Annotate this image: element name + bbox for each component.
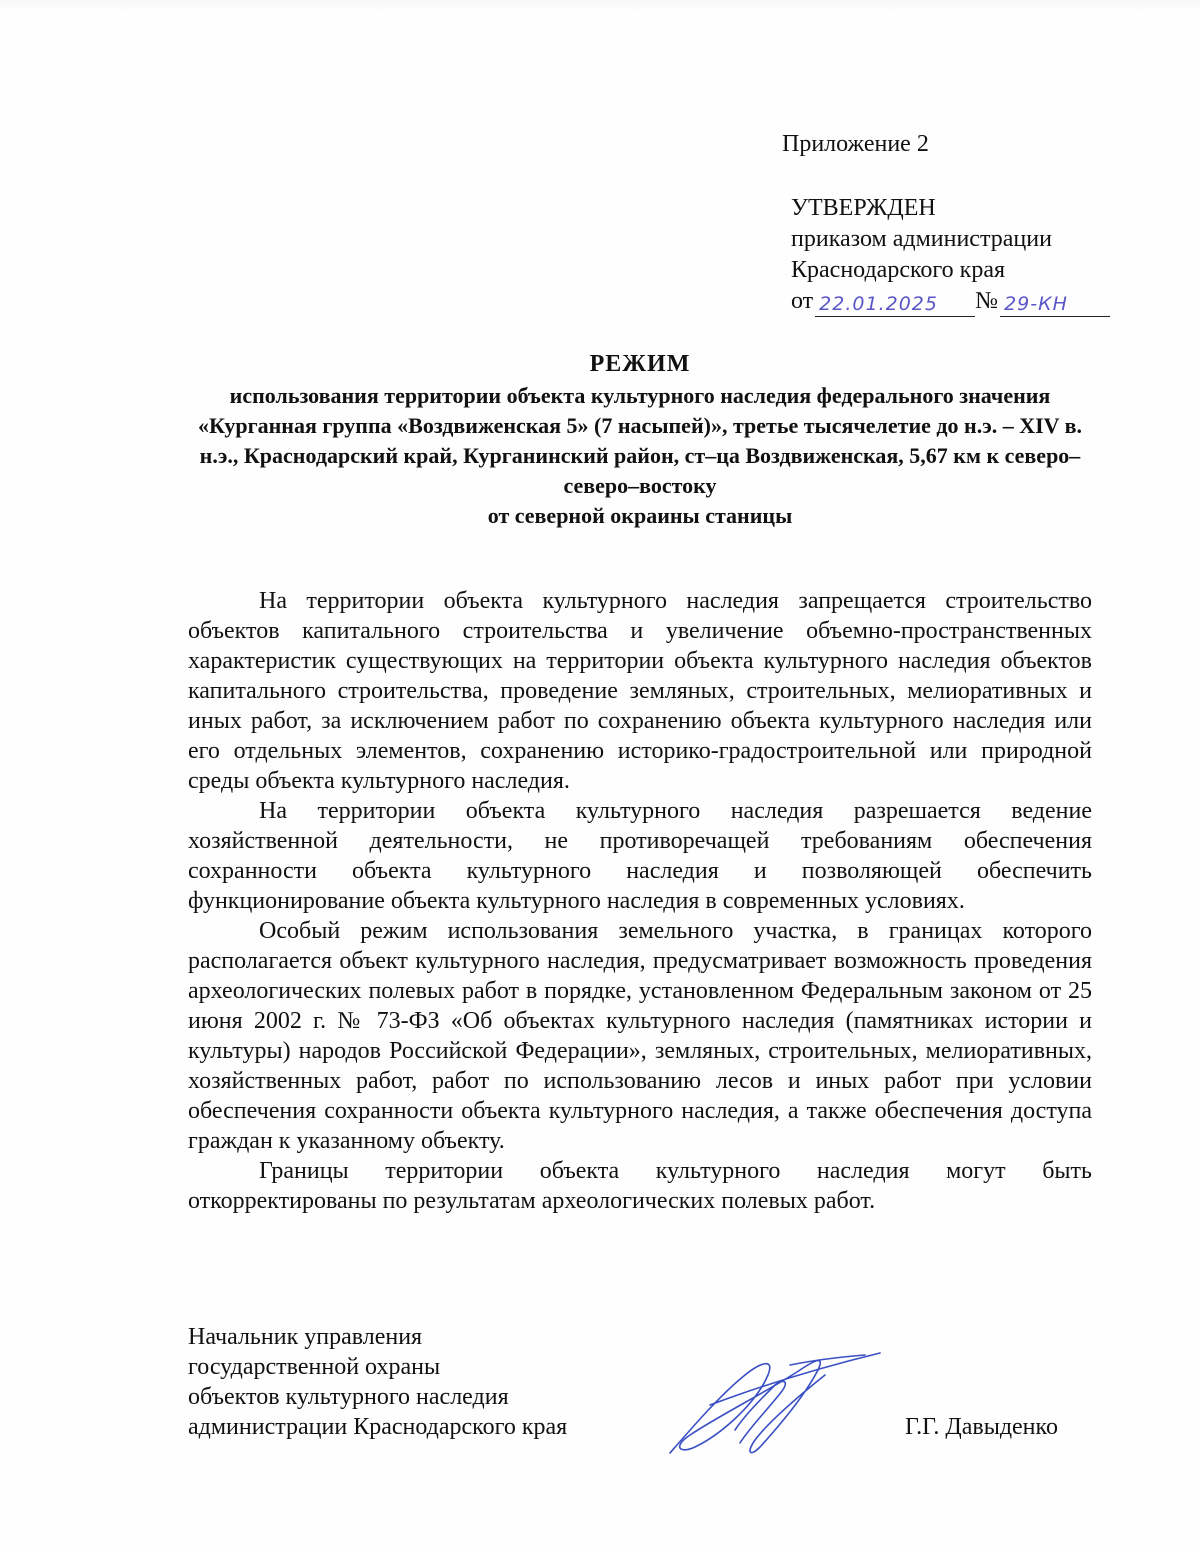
body-paragraph: На территории объекта культурного наследия запрещается строительство объектов капитального строительства и увеличение объемно-пространственных характеристик существующих на территории объекта культурного наследия объектов капитального строительства, проведение земляных, строительных, мелиоративных и иных работ, за исключением работ по сохранению объекта культурного наследия или его отдельных элементов, сохранению историко-градостроительной или природной среды объекта культурного наследия.	[188, 588, 1092, 794]
body-paragraph: На территории объекта культурного наследия разрешается ведение хозяйственной деятельности, не противоречащей требованиям обеспечения сохранности объекта культурного наследия и позволяющей обеспечить функционирование объекта культурного наследия в современных условиях.	[188, 798, 1092, 914]
approval-status: УТВЕРЖДЕН	[791, 195, 936, 221]
order-date-number-line	[791, 286, 1110, 317]
order-number-handwritten: 29-КН	[1000, 292, 1110, 317]
signatory-line: Начальник управления	[188, 1324, 423, 1350]
signer-name: Г.Г. Давыденко	[905, 1414, 1058, 1440]
scan-edge-shade	[0, 0, 1200, 12]
appendix-label: Приложение 2	[782, 131, 929, 157]
body-paragraph: Особый режим использования земельного участка, в границах которого располагается объект культурного наследия, предусматривает возможность проведения археологических полевых работ в порядке, установленном Федеральным законом от 25 июня 2002 г. № 73-ФЗ «Об объектах культурного наследия (памятниках истории и культуры) народов Российской Федерации», земляных, строительных, мелиоративных, хозяйственных работ, работ по использованию лесов и иных работ при условии обеспечения сохранности объекта культурного наследия, а также обеспечения доступа граждан к указанному объекту.	[188, 918, 1092, 1154]
order-date-handwritten: 22.01.2025	[815, 292, 975, 317]
handwritten-signature	[650, 1335, 890, 1465]
body-paragraph: Границы территории объекта культурного наследия могут быть откорректированы по результатам археологических полевых работ.	[188, 1158, 1092, 1214]
signatory-line: государственной охраны	[188, 1354, 441, 1380]
order-number-sign: №	[975, 288, 999, 314]
document-title	[190, 349, 1090, 531]
signatory-position	[188, 1322, 567, 1442]
title-main: РЕЖИМ	[589, 351, 691, 377]
order-from-prefix: от	[791, 288, 814, 314]
approval-block	[791, 193, 1110, 317]
document-body	[188, 586, 1092, 1216]
title-subtitle: использования территории объекта культурного наследия федерального значения «Курганная группа «Воздвиженская 5» (7 насыпей)», третье тысячелетие до н.э. – XIV в. н.э., Краснодарский край, Курганинский район, ст–ца Воздвиженская, 5,67 км к северо–северо–востоку от северной окраины станицы	[197, 383, 1083, 528]
approval-line-order: приказом администрации	[791, 226, 1052, 252]
approval-line-region: Краснодарского края	[791, 257, 1006, 283]
signatory-line: объектов культурного наследия	[188, 1384, 509, 1410]
signatory-line: администрации Краснодарского края	[188, 1414, 568, 1440]
